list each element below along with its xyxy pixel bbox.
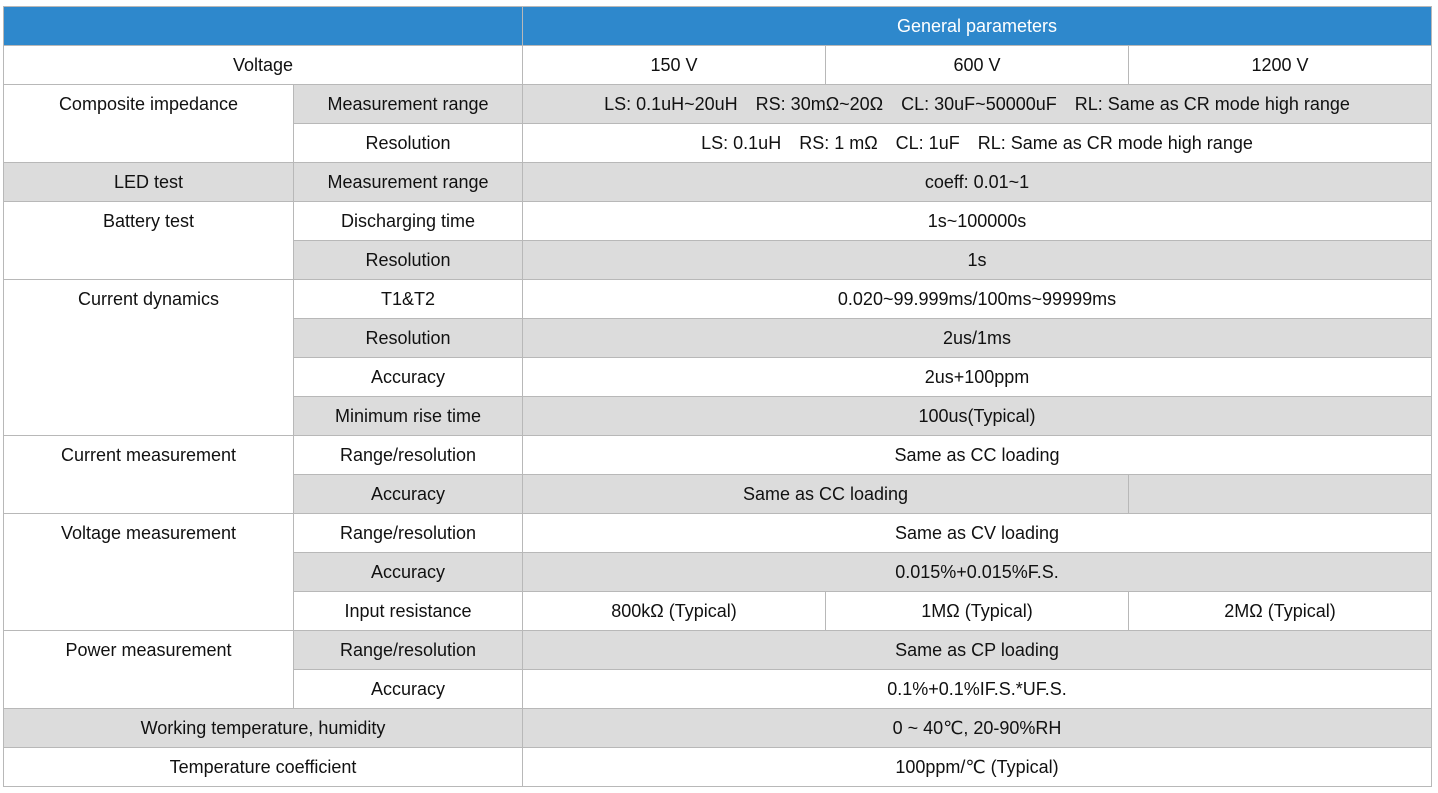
led-sub-label: Measurement range: [294, 163, 523, 202]
voltage-meas-input-label: Input resistance: [294, 592, 523, 631]
composite-label: Composite impedance: [4, 85, 294, 163]
battery-discharge-value: 1s~100000s: [523, 202, 1432, 241]
voltage-meas-acc-value: 0.015%+0.015%F.S.: [523, 553, 1432, 592]
dynamics-acc-label: Accuracy: [294, 358, 523, 397]
composite-res-value: [523, 124, 1432, 163]
power-acc-label: Accuracy: [294, 670, 523, 709]
header-row: [4, 7, 1432, 46]
battery-res-label: Resolution: [294, 241, 523, 280]
current-acc-empty: [1129, 475, 1432, 514]
power-acc-value: 0.1%+0.1%IF.S.*UF.S.: [523, 670, 1432, 709]
current-range-label: Range/resolution: [294, 436, 523, 475]
coef-label: Temperature coefficient: [4, 748, 523, 787]
voltage-meas-input-150: 800kΩ (Typical): [523, 592, 826, 631]
voltage-meas-input-600: 1MΩ (Typical): [826, 592, 1129, 631]
composite-res-label: Resolution: [294, 124, 523, 163]
composite-res-rl: RL: Same as CR mode high range: [977, 132, 1253, 153]
composite-res-rs: RS: 1 mΩ: [799, 132, 878, 153]
dynamics-rise-value: 100us(Typical): [523, 397, 1432, 436]
spec-table: [3, 6, 1432, 787]
battery-discharge-row: [4, 202, 1432, 241]
composite-range-row: [4, 85, 1432, 124]
dynamics-res-value: 2us/1ms: [523, 319, 1432, 358]
current-label: Current measurement: [4, 436, 294, 514]
voltage-meas-range-label: Range/resolution: [294, 514, 523, 553]
voltage-label: Voltage: [4, 46, 523, 85]
composite-range-cl: CL: 30uF~50000uF: [901, 93, 1057, 114]
power-range-value: Same as CP loading: [523, 631, 1432, 670]
led-value: coeff: 0.01~1: [523, 163, 1432, 202]
dynamics-rise-label: Minimum rise time: [294, 397, 523, 436]
voltage-1200: 1200 V: [1129, 46, 1432, 85]
voltage-150: 150 V: [523, 46, 826, 85]
dynamics-label: Current dynamics: [4, 280, 294, 436]
voltage-600: 600 V: [826, 46, 1129, 85]
dynamics-res-label: Resolution: [294, 319, 523, 358]
voltage-meas-acc-label: Accuracy: [294, 553, 523, 592]
power-label: Power measurement: [4, 631, 294, 709]
led-row: [4, 163, 1432, 202]
battery-discharge-label: Discharging time: [294, 202, 523, 241]
dynamics-t-label: T1&T2: [294, 280, 523, 319]
composite-range-value: [523, 85, 1432, 124]
temp-label: Working temperature, humidity: [4, 709, 523, 748]
voltage-meas-range-row: [4, 514, 1432, 553]
header-title: General parameters: [523, 7, 1432, 46]
composite-range-rl: RL: Same as CR mode high range: [1074, 93, 1350, 114]
composite-range-label: Measurement range: [294, 85, 523, 124]
battery-res-value: 1s: [523, 241, 1432, 280]
temp-value: 0 ~ 40℃, 20-90%RH: [523, 709, 1432, 748]
current-acc-label: Accuracy: [294, 475, 523, 514]
voltage-meas-input-1200: 2MΩ (Typical): [1129, 592, 1432, 631]
current-acc-value: Same as CC loading: [523, 475, 1129, 514]
coef-row: [4, 748, 1432, 787]
power-range-label: Range/resolution: [294, 631, 523, 670]
composite-res-cl: CL: 1uF: [895, 132, 960, 153]
power-range-row: [4, 631, 1432, 670]
dynamics-t-row: [4, 280, 1432, 319]
dynamics-t-value: 0.020~99.999ms/100ms~99999ms: [523, 280, 1432, 319]
temp-row: [4, 709, 1432, 748]
composite-range-ls: LS: 0.1uH~20uH: [604, 93, 738, 114]
voltage-meas-range-value: Same as CV loading: [523, 514, 1432, 553]
led-label: LED test: [4, 163, 294, 202]
current-range-value: Same as CC loading: [523, 436, 1432, 475]
voltage-meas-label: Voltage measurement: [4, 514, 294, 631]
current-range-row: [4, 436, 1432, 475]
coef-value: 100ppm/℃ (Typical): [523, 748, 1432, 787]
composite-range-rs: RS: 30mΩ~20Ω: [755, 93, 884, 114]
dynamics-acc-value: 2us+100ppm: [523, 358, 1432, 397]
composite-res-ls: LS: 0.1uH: [701, 132, 782, 153]
voltage-row: [4, 46, 1432, 85]
battery-label: Battery test: [4, 202, 294, 280]
header-blank-cell: [4, 7, 523, 46]
